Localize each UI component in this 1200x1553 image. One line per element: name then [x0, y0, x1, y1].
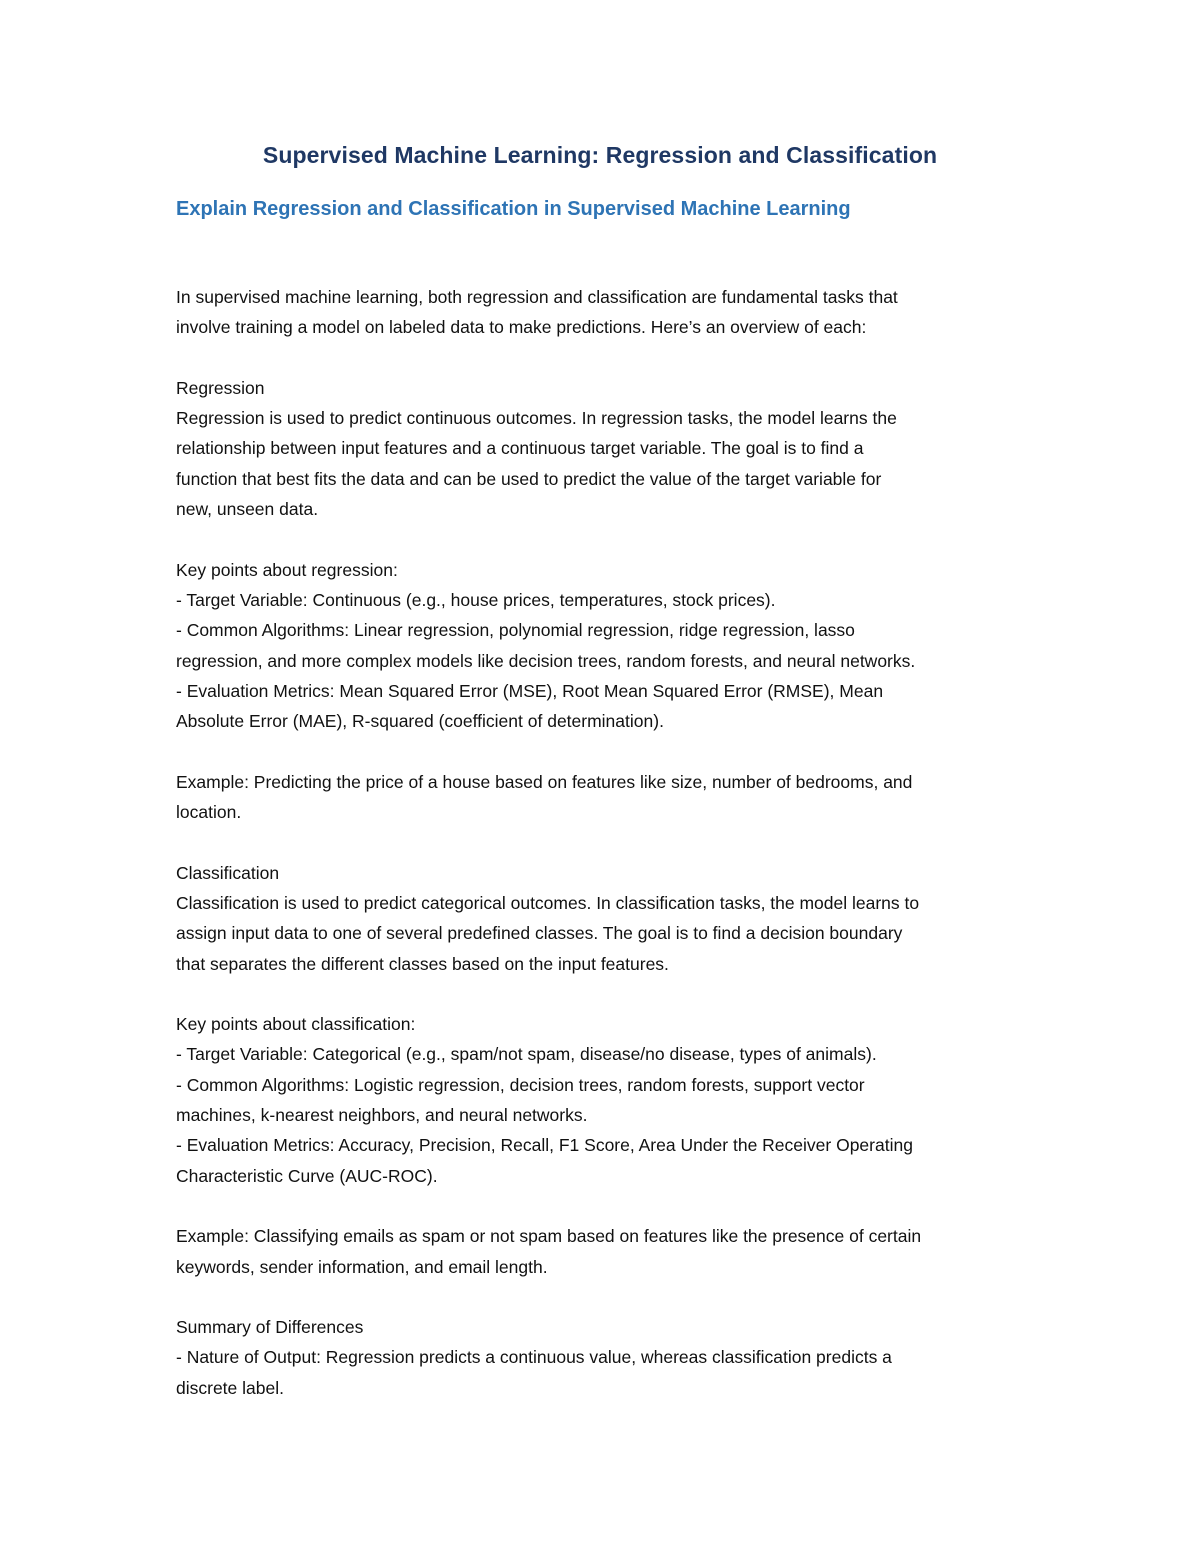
paragraph-gap	[176, 827, 1036, 857]
regression-description-line: relationship between input features and a continuous target variable. The goal is to find a	[176, 438, 864, 459]
regression-key-point-line: Absolute Error (MAE), R-squared (coefficient of determination).	[176, 711, 664, 732]
intro-line: In supervised machine learning, both regression and classification are fundamental tasks that	[176, 287, 898, 307]
regression-key-point-line: - Target Variable: Continuous (e.g., house prices, temperatures, stock prices).	[176, 589, 776, 610]
regression-key-point-line: - Common Algorithms: Linear regression, polynomial regression, ridge regression, lasso	[176, 620, 855, 641]
classification-example-line: Example: Classifying emails as spam or not spam based on features like the presence of certain	[176, 1226, 922, 1247]
paragraph-gap	[176, 1191, 1036, 1221]
paragraph-gap	[176, 736, 1036, 766]
classification-description-line: that separates the different classes based on the input features.	[176, 953, 669, 974]
regression-key-point-line: regression, and more complex models like decision trees, random forests, and neural networks.	[176, 650, 916, 671]
paragraph-gap	[176, 979, 1036, 1009]
document-subtitle: Explain Regression and Classification in Supervised Machine Learning	[176, 198, 851, 220]
summary-point-line: - Nature of Output: Regression predicts a continuous value, whereas classification predicts a	[176, 1347, 892, 1368]
paragraph-gap	[176, 524, 1036, 554]
regression-example-line: Example: Predicting the price of a house based on features like size, number of bedrooms, and	[176, 771, 913, 792]
regression-description-line: new, unseen data.	[176, 499, 319, 520]
intro-line: involve training a model on labeled data to make predictions. Here’s an overview of each:	[176, 317, 867, 338]
classification-key-point-line: - Common Algorithms: Logistic regression, decision trees, random forests, support vector	[176, 1074, 865, 1095]
classification-description-line: Classification is used to predict categorical outcomes. In classification tasks, the model learns to	[176, 892, 920, 913]
classification-key-point-line: - Evaluation Metrics: Accuracy, Precision, Recall, F1 Score, Area Under the Receiver Operating	[176, 1135, 913, 1156]
paragraph-gap	[176, 1282, 1036, 1312]
regression-description-line: function that best fits the data and can be used to predict the value of the target variable for	[176, 468, 882, 489]
regression-example-line: location.	[176, 802, 242, 823]
document-body	[176, 282, 1036, 1403]
paragraph-gap	[176, 343, 1036, 373]
classification-key-points-heading: Key points about classification:	[176, 1014, 416, 1035]
regression-description-line: Regression is used to predict continuous outcomes. In regression tasks, the model learns the	[176, 408, 897, 429]
classification-heading: Classification	[176, 862, 280, 883]
classification-description-line: assign input data to one of several predefined classes. The goal is to find a decision boundary	[176, 923, 903, 944]
regression-key-points-heading: Key points about regression:	[176, 559, 398, 580]
classification-example-line: keywords, sender information, and email length.	[176, 1256, 548, 1277]
classification-key-point-line: machines, k-nearest neighbors, and neural networks.	[176, 1105, 588, 1126]
document-title: Supervised Machine Learning: Regression and Classification	[262, 142, 938, 168]
summary-heading: Summary of Differences	[176, 1317, 364, 1338]
regression-key-point-line: - Evaluation Metrics: Mean Squared Error (MSE), Root Mean Squared Error (RMSE), Mean	[176, 680, 884, 701]
regression-heading: Regression	[176, 377, 265, 398]
summary-point-line: discrete label.	[176, 1377, 284, 1398]
classification-key-point-line: Characteristic Curve (AUC-ROC).	[176, 1165, 438, 1186]
classification-key-point-line: - Target Variable: Categorical (e.g., spam/not spam, disease/no disease, types of animals).	[176, 1044, 877, 1065]
